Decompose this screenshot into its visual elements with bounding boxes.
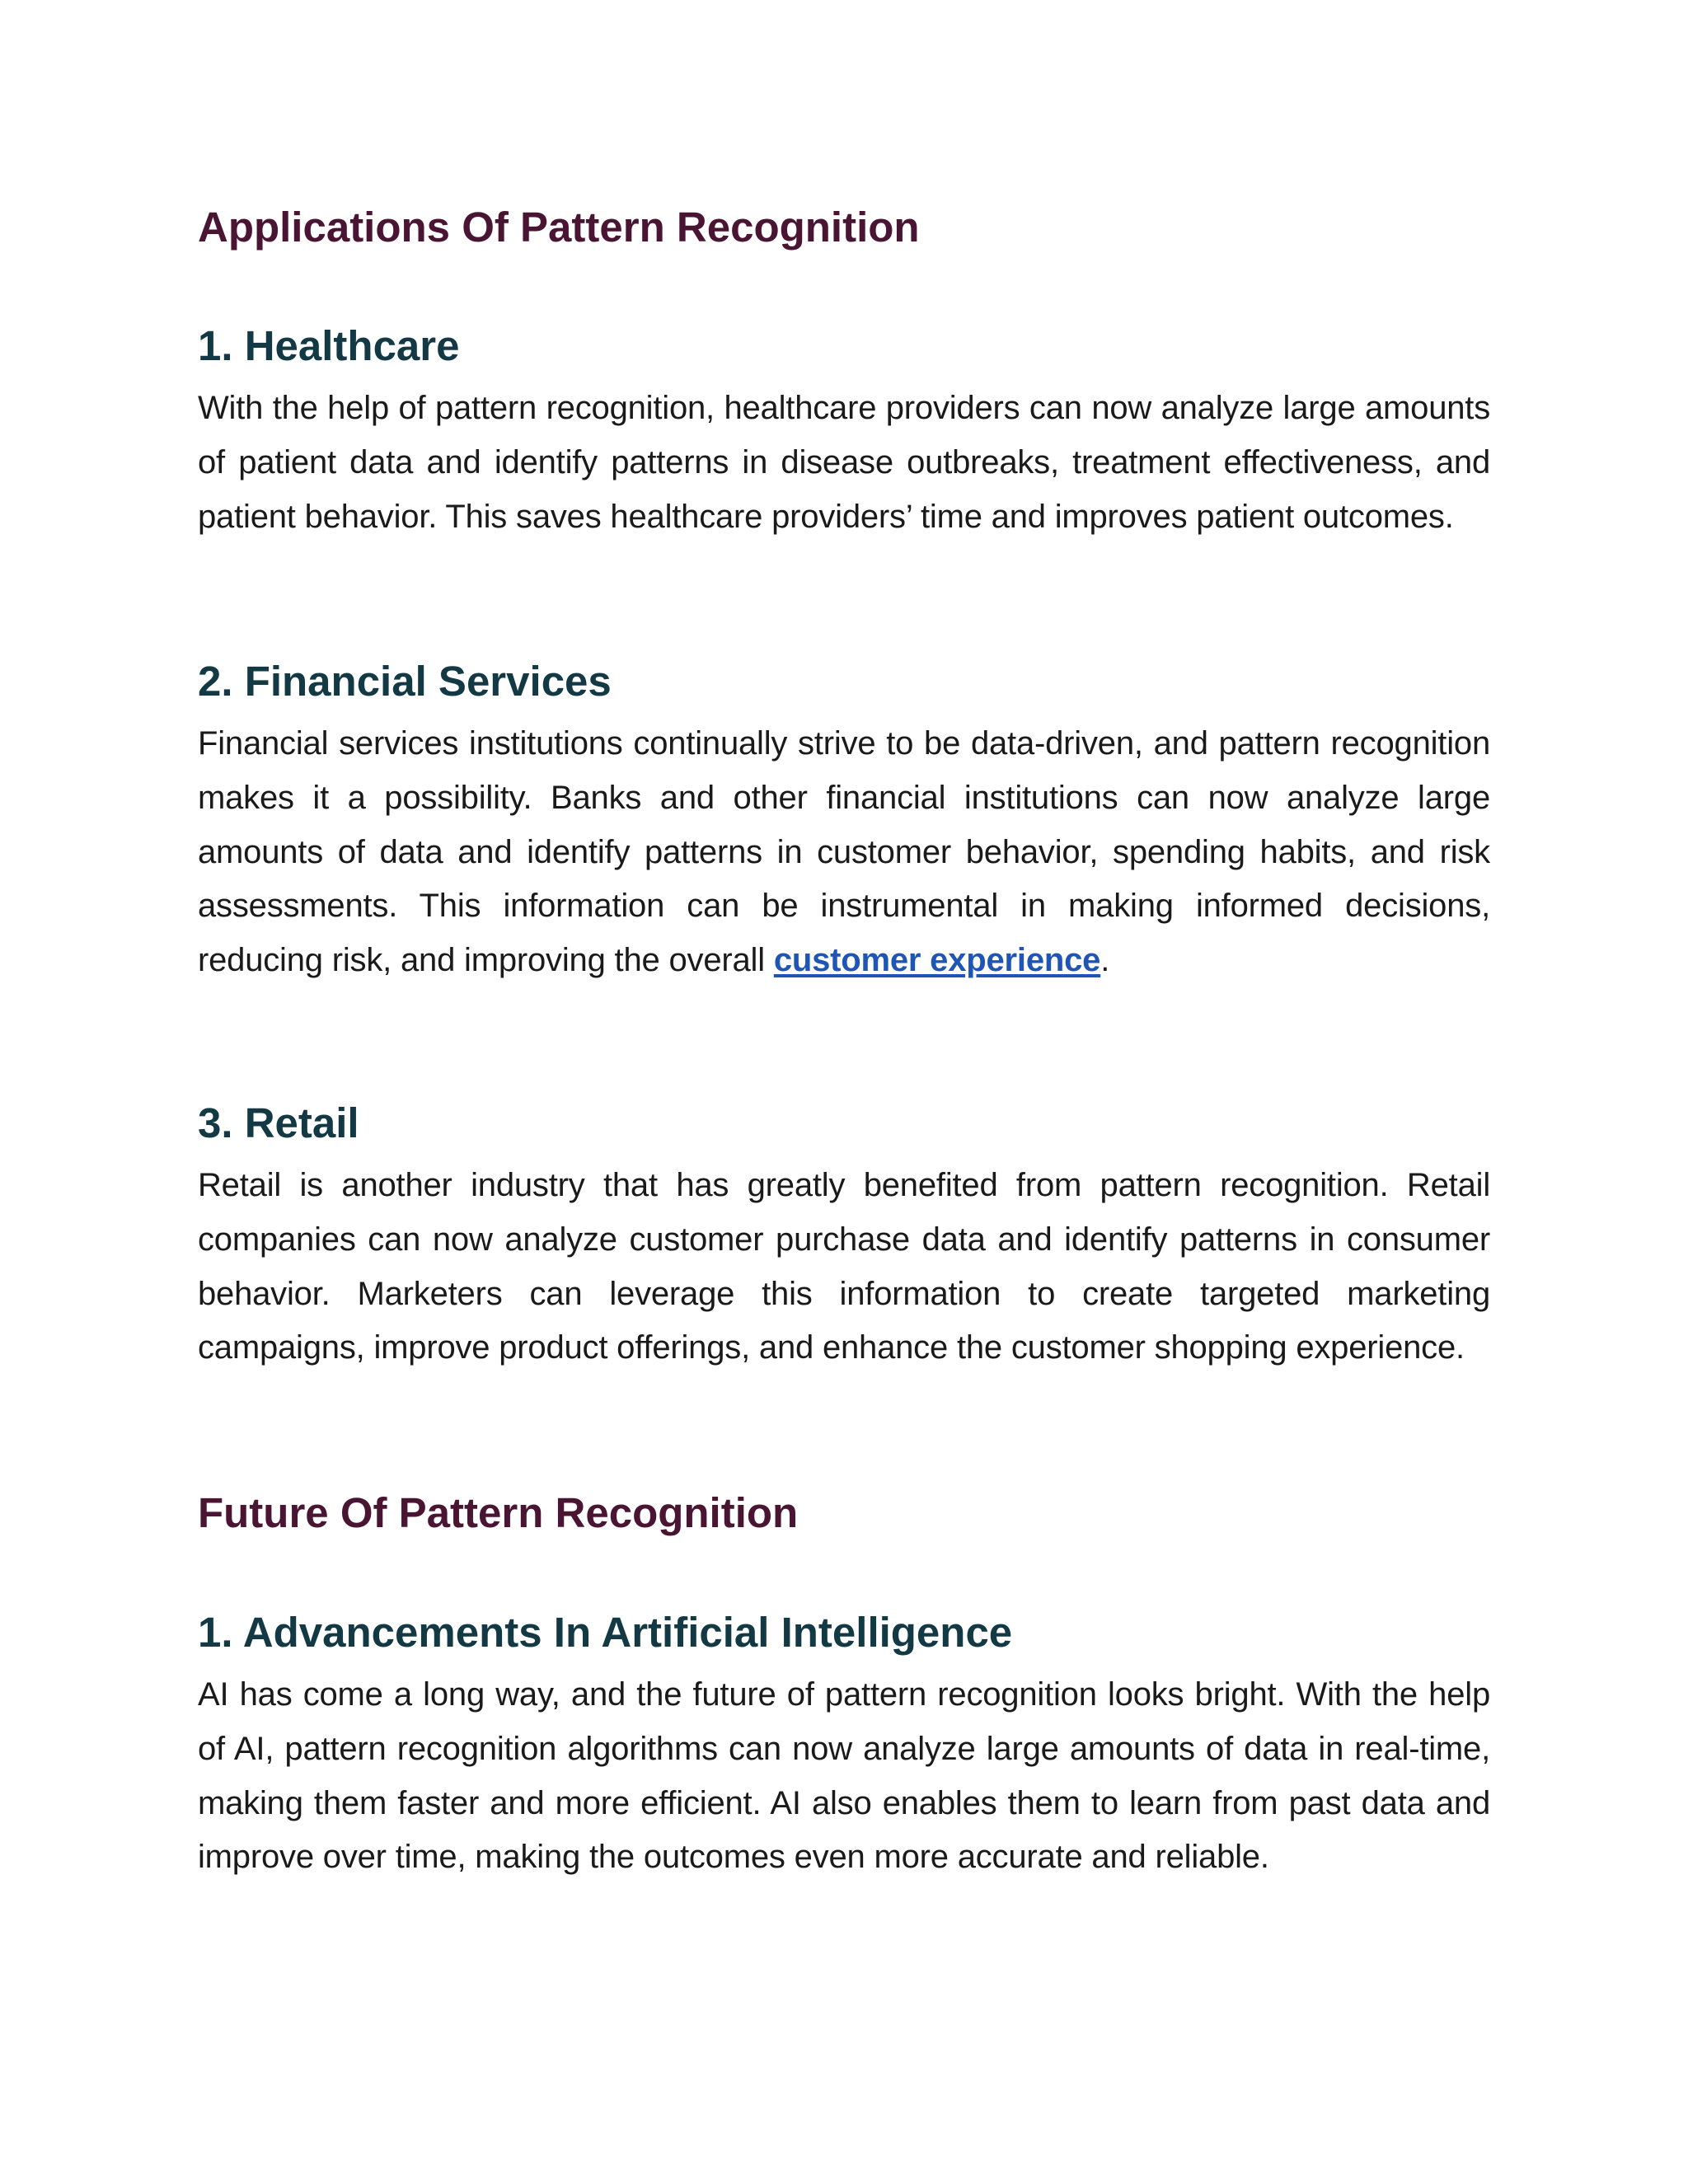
future-section-title: Future Of Pattern Recognition	[198, 1489, 799, 1536]
retail-heading: 3. Retail	[198, 1099, 359, 1146]
healthcare-heading: 1. Healthcare	[198, 322, 460, 369]
customer-experience-link[interactable]: customer experience	[773, 942, 1101, 979]
financial-body-text: Financial services institutions continually strive to be data-driven, and pattern recognition makes it a possibility. Banks and other financial institutions can now analyze large amounts of data and identify patterns in customer behavior, spending habits, and risk assessments. This information can be instrumental in making informed decisions, reducing risk, and improving the overall	[198, 725, 1490, 979]
financial-services-heading: 2. Financial Services	[198, 658, 612, 705]
applications-section-title: Applications Of Pattern Recognition	[198, 204, 920, 251]
retail-paragraph: Retail is another industry that has greatly benefited from pattern recognition. Retail companies can now analyze customer purchase data and identify patterns in consumer behavior. Marketers can leverage this information to create targeted marketing campaigns, improve product offerings, and enhance the customer shopping experience.	[198, 1167, 1490, 1366]
financial-services-paragraph	[198, 717, 1490, 988]
ai-advancements-paragraph: AI has come a long way, and the future of pattern recognition looks bright. With the help of AI, pattern recognition algorithms can now analyze large amounts of data in real-time, making them faster and more efficient. AI also enables them to learn from past data and improve over time, making the outcomes even more accurate and reliable.	[198, 1676, 1490, 1876]
ai-advancements-heading: 1. Advancements In Artificial Intelligence	[198, 1609, 1013, 1656]
healthcare-paragraph: With the help of pattern recognition, healthcare providers can now analyze large amounts of patient data and identify patterns in disease outbreaks, treatment effectiveness, and patient behavior. This saves healthcare providers’ time and improves patient outcomes.	[198, 390, 1490, 535]
financial-body-end: .	[1100, 942, 1110, 979]
